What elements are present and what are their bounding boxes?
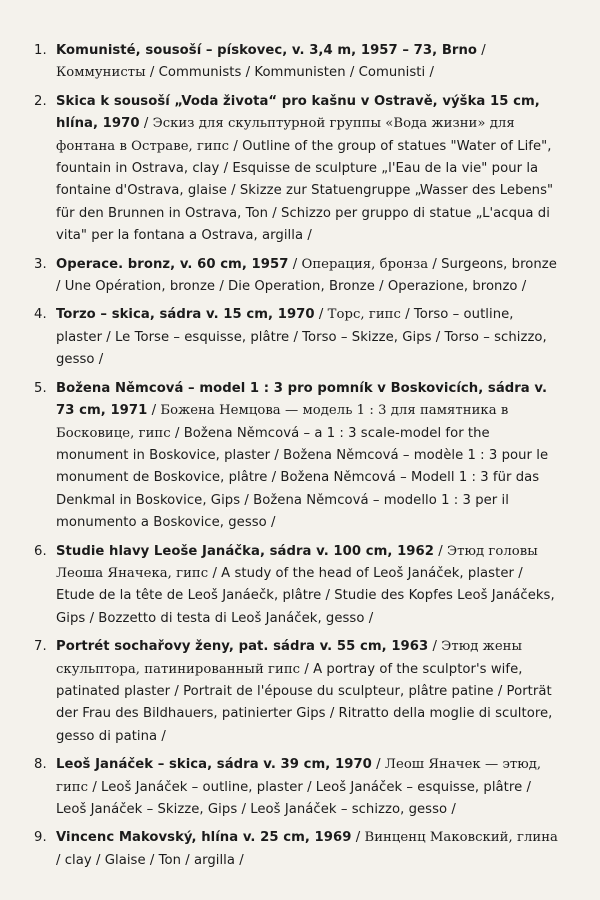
list-item bbox=[34, 40, 560, 85]
entry-number: 9. bbox=[34, 830, 47, 846]
entry-title: Studie hlavy Leoše Janáčka, sádra v. 100 cm, 1962 bbox=[56, 543, 434, 559]
entry-number: 6. bbox=[34, 543, 47, 559]
list-item bbox=[34, 827, 560, 872]
entry-russian: Этюд головы Леоша Яначека, гипс bbox=[56, 543, 538, 581]
list-item bbox=[34, 304, 560, 371]
separator: / bbox=[139, 116, 153, 132]
list-item bbox=[34, 91, 560, 248]
entry-number: 7. bbox=[34, 639, 47, 655]
entry-title: Operace. bronz, v. 60 cm, 1957 bbox=[56, 256, 289, 272]
entry-title: Leoš Janáček – skica, sádra v. 39 cm, 1970 bbox=[56, 757, 372, 773]
entry-title: Torzo – skica, sádra v. 15 cm, 1970 bbox=[56, 307, 315, 323]
separator: / bbox=[477, 43, 486, 58]
separator: / bbox=[433, 543, 447, 559]
entry-russian: Божена Немцова — модель 1 : 3 для памятника в Босковице, гипс bbox=[56, 403, 509, 441]
entry-number: 5. bbox=[34, 380, 47, 396]
entry-translations: / A study of the head of Leoš Janáček, plaster / Etude de la tête de Leoš Janáečk, plâtre / Studie des Kopfes Leoš Janáčeks, Gips / Bozzetto di testa di Leoš Janáček, gesso / bbox=[56, 565, 555, 626]
list-item bbox=[34, 378, 560, 535]
list-item bbox=[34, 636, 560, 748]
separator: / bbox=[351, 830, 365, 846]
entry-russian: Операция, бронза bbox=[301, 256, 429, 272]
entry-title: Vincenc Makovský, hlína v. 25 cm, 1969 bbox=[56, 830, 352, 846]
entry-number: 3. bbox=[34, 256, 47, 272]
entry-number: 8. bbox=[34, 757, 47, 773]
entry-translations: / Outline of the group of statues "Water of Life", fountain in Ostrava, clay / Esquisse de sculpture „l'Eau de la vie" pour la fontaine d'Ostrava, glaise / Skizze zur Statuengruppe „Wasser des Lebens" für den Brunnen in Ostrava, Ton / Schizzo per gruppo di statue „L'acqua di vita" per la fontana a Ostrava, argilla / bbox=[56, 138, 554, 244]
list-item bbox=[34, 754, 560, 821]
entry-number: 1. bbox=[34, 43, 47, 58]
entry-russian: Торс, гипс bbox=[327, 307, 401, 323]
entry-translations: / Leoš Janáček – outline, plaster / Leoš Janáček – esquisse, plâtre / Leoš Janáček – Skizze, Gips / Leoš Janáček – schizzo, gesso / bbox=[56, 779, 531, 817]
entry-title: Komunisté, sousoší – pískovec, v. 3,4 m, 1957 – 73, Brno bbox=[56, 43, 478, 58]
entry-title: Skica k sousoší „Voda života“ pro kašnu v Ostravě, výška 15 cm, hlína, 1970 bbox=[56, 93, 540, 132]
entry-translations: / Torso – outline, plaster / Le Torse – esquisse, plâtre / Torso – Skizze, Gips / Torso – schizzo, gesso / bbox=[56, 307, 547, 368]
entry-translations: / A portray of the sculptor's wife, patinated plaster / Portrait de l'épouse du sculpteur, plâtre patine / Porträt der Frau des Bildhauers, patinierter Gips / Ritratto della moglie di scultore, gesso di patina / bbox=[56, 661, 553, 744]
separator: / bbox=[371, 757, 385, 773]
entry-translations: / clay / Glaise / Ton / argilla / bbox=[56, 852, 244, 868]
entry-number: 4. bbox=[34, 307, 47, 323]
entry-translations: / Božena Němcová – a 1 : 3 scale-model for the monument in Boskovice, plaster / Božena Němcová – modèle 1 : 3 pour le monument de Boskovice, plâtre / Božena Němcová – Modell 1 : 3 für das Denkmal in Boskovice, Gips / Božena Němcová – modello 1 : 3 per il monumento a Boskovice, gesso / bbox=[56, 425, 549, 531]
entry-translations: / Communists / Kommunisten / Comunisti / bbox=[145, 65, 434, 81]
entry-title: Portrét sochařovy ženy, pat. sádra v. 55 cm, 1963 bbox=[56, 639, 429, 655]
separator: / bbox=[428, 639, 442, 655]
entry-russian: Эскиз для скульптурной группы «Вода жизни» для фонтана в Остраве, гипс bbox=[56, 116, 515, 154]
entry-russian: Винценц Маковский, глина bbox=[364, 830, 558, 846]
separator: / bbox=[147, 403, 161, 419]
entry-russian: Этюд жены скульптора, патинированный гипс bbox=[56, 639, 523, 677]
entry-russian: Коммунисты bbox=[56, 65, 146, 81]
entry-translations: / Surgeons, bronze / Une Opération, bronze / Die Operation, Bronze / Operazione, bronzo / bbox=[56, 256, 557, 295]
entry-russian: Леош Яначек — этюд, гипс bbox=[56, 757, 542, 795]
entry-title: Božena Němcová – model 1 : 3 pro pomník v Boskovicích, sádra v. 73 cm, 1971 bbox=[56, 380, 548, 419]
separator: / bbox=[288, 256, 302, 272]
separator: / bbox=[314, 307, 328, 323]
list-item bbox=[34, 541, 560, 631]
entry-number: 2. bbox=[34, 93, 47, 109]
list-item bbox=[34, 254, 560, 299]
